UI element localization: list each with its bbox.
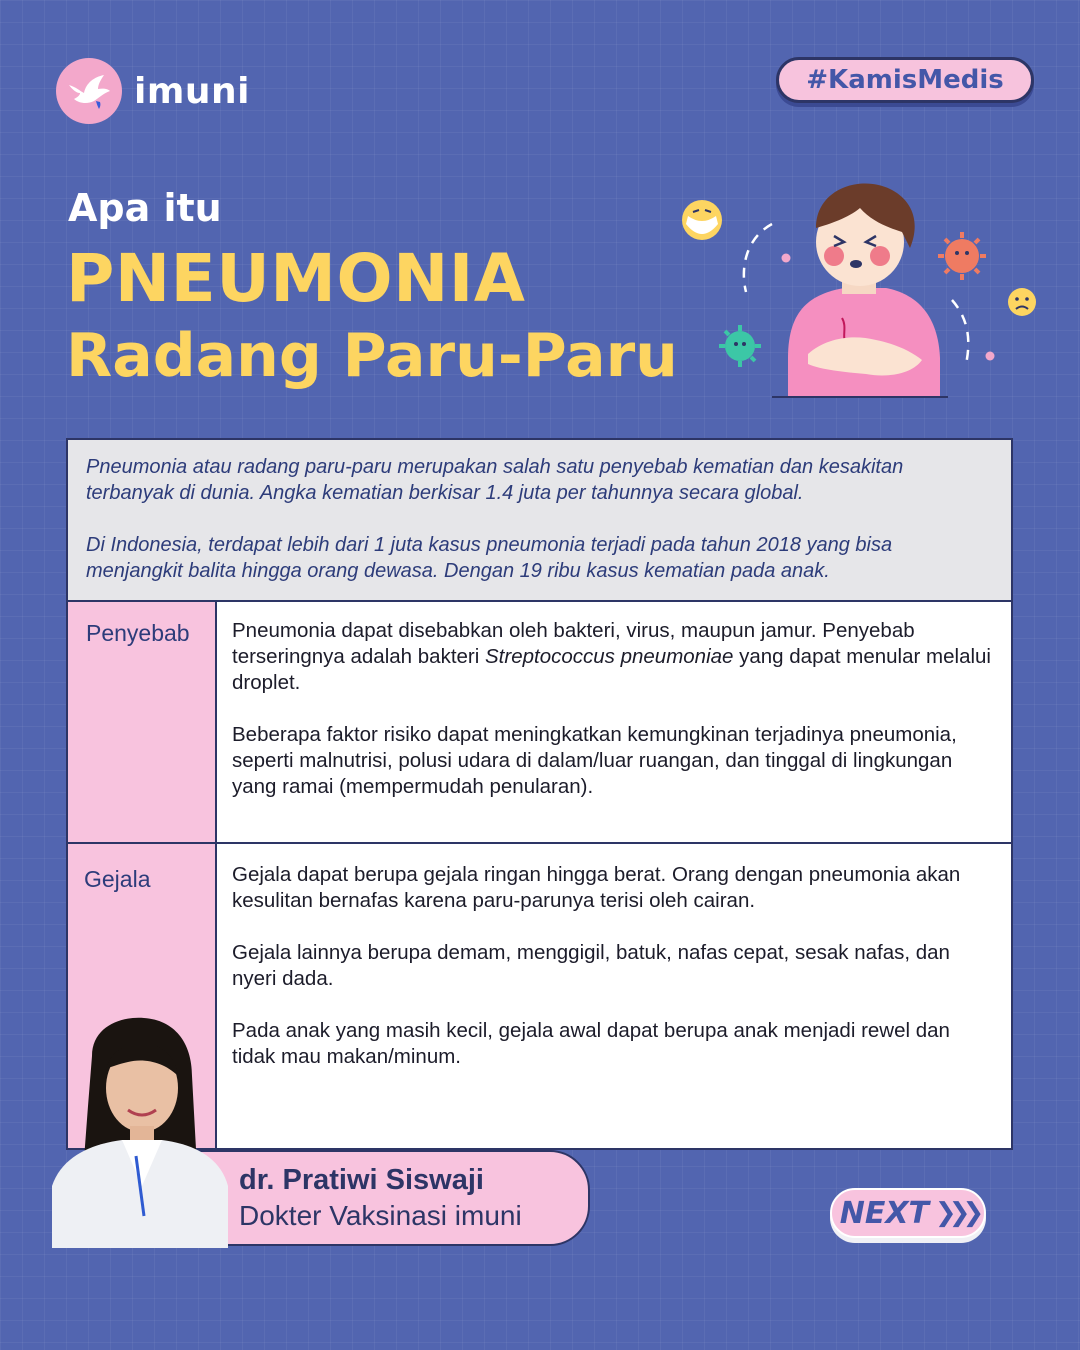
cause-label: Penyebab — [68, 602, 217, 842]
sad-emoji-icon — [1008, 288, 1036, 316]
intro-paragraph-2: Di Indonesia, terdapat lebih dari 1 juta kasus pneumonia terjadi pada tahun 2018 yang bisa menjangkit balita hingga orang dewasa. Dengan 19 ribu kasus kematian pada anak. — [86, 534, 893, 582]
virus-green-icon — [719, 325, 761, 367]
doctor-photo — [52, 1016, 228, 1248]
cause-body — [217, 602, 1011, 842]
title-prefix: Apa itu — [68, 186, 222, 230]
doctor-name: dr. Pratiwi Siswaji — [239, 1164, 484, 1196]
cause-text-a: Pneumonia dapat disebabkan oleh bakteri, virus, maupun jamur. Penyebab terseringnya adalah bakteri — [232, 619, 915, 668]
page-subtitle: Radang Paru-Paru — [66, 321, 678, 391]
cause-paragraph-2: Beberapa faktor risiko dapat meningkatkan kemungkinan terjadinya pneumonia, seperti malnutrisi, polusi udara di dalam/luar ruangan, dan tinggal di lingkungan yang ramai (mempermudah penularan). — [232, 723, 957, 798]
brand — [56, 58, 250, 124]
hashtag-badge: #KamisMedis — [776, 57, 1034, 103]
masked-emoji-icon — [682, 200, 722, 240]
doctor-title: Dokter Vaksinasi imuni — [239, 1200, 522, 1231]
symptoms-paragraph-2: Gejala lainnya berupa demam, menggigil, batuk, nafas cepat, sesak nafas, dan nyeri dada. — [232, 941, 950, 990]
symptoms-paragraph-1: Gejala dapat berupa gejala ringan hingga berat. Orang dengan pneumonia akan kesulitan bernafas karena paru-parunya terisi oleh cairan. — [232, 863, 961, 912]
intro-section — [68, 440, 1011, 602]
sick-person-illustration — [676, 168, 1046, 404]
page-title: PNEUMONIA — [66, 240, 526, 317]
bird-logo-icon — [56, 58, 122, 124]
brand-name: imuni — [134, 70, 250, 112]
doctor-card — [182, 1150, 590, 1246]
next-button[interactable] — [830, 1188, 986, 1238]
symptoms-label: Gejala — [68, 844, 217, 1148]
chevron-right-double-icon: ❯❯❯ — [934, 1198, 977, 1228]
intro-paragraph-1: Pneumonia atau radang paru-paru merupakan salah satu penyebab kematian dan kesakitan terbanyak di dunia. Angka kematian berkisar 1.4 juta per tahunnya secara global. — [86, 456, 904, 504]
bacteria-name: Streptococcus pneumoniae — [485, 645, 734, 668]
cause-row — [68, 602, 1011, 844]
symptoms-body — [217, 844, 1011, 1148]
cause-text-b: yang dapat menular melalui droplet. — [232, 645, 991, 694]
symptoms-paragraph-3: Pada anak yang masih kecil, gejala awal dapat berupa anak menjadi rewel dan tidak mau makan/minum. — [232, 1019, 950, 1068]
next-button-label: NEXT — [839, 1195, 929, 1231]
virus-orange-icon — [938, 232, 986, 280]
cause-paragraph-1 — [232, 618, 995, 696]
sick-person-figure — [772, 184, 948, 398]
